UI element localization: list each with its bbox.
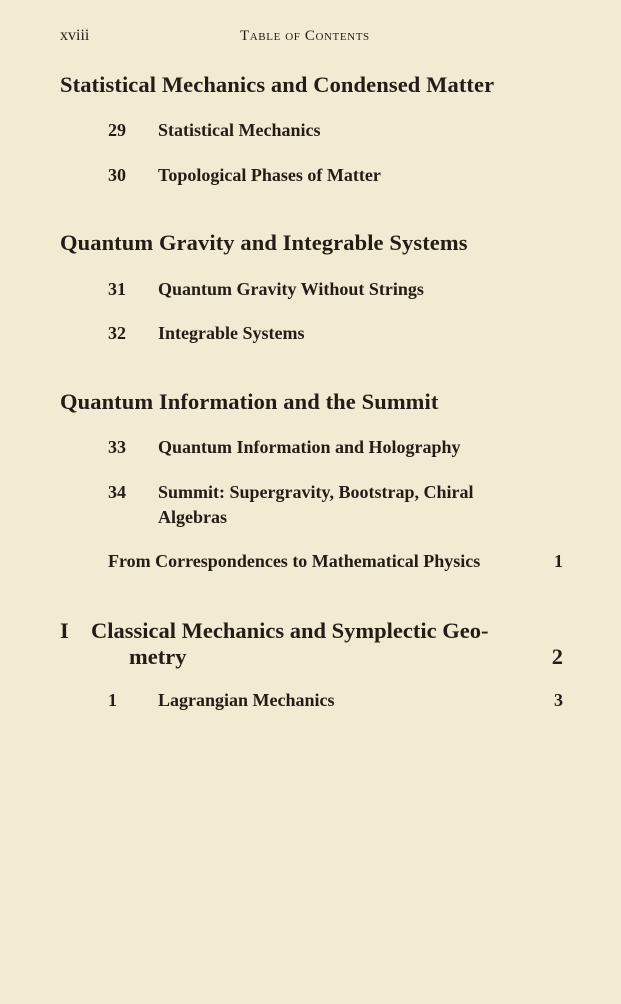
chapter-title: Lagrangian Mechanics	[158, 690, 335, 710]
chapter-title: Topological Phases of Matter	[158, 165, 381, 185]
page-number: xviii	[60, 27, 90, 44]
part-title-continued: metry	[129, 644, 187, 669]
chapter-title: Summit: Supergravity, Bootstrap, Chiral	[158, 482, 474, 502]
entry-page-number: 3	[554, 690, 563, 710]
section-heading[interactable]: Statistical Mechanics and Condensed Matter	[60, 72, 495, 97]
chapter-title: Quantum Information and Holography	[158, 437, 461, 457]
running-head	[60, 27, 560, 47]
chapter-title: Statistical Mechanics	[158, 120, 321, 140]
entry-page-number: 1	[554, 551, 563, 571]
running-head-title: Table of Contents	[240, 28, 370, 44]
chapter-number: 30	[108, 165, 126, 185]
chapter-number: 34	[108, 482, 126, 502]
chapter-number: 31	[108, 279, 126, 299]
part-entry[interactable]	[60, 618, 563, 670]
toc-entry[interactable]	[108, 480, 563, 530]
chapter-title-continued: Algebras	[158, 507, 227, 527]
entry-page-number: 2	[551, 644, 563, 669]
chapter-title: Integrable Systems	[158, 323, 305, 343]
chapter-title: Quantum Gravity Without Strings	[158, 279, 424, 299]
chapter-number: 1	[108, 690, 117, 710]
intro-title: From Correspondences to Mathematical Physics	[108, 551, 481, 571]
chapter-number: 32	[108, 323, 126, 343]
section-heading[interactable]: Quantum Information and the Summit	[60, 389, 439, 414]
chapter-number: 29	[108, 120, 126, 140]
chapter-number: 33	[108, 437, 126, 457]
part-number: I	[60, 618, 69, 643]
section-heading[interactable]: Quantum Gravity and Integrable Systems	[60, 230, 468, 255]
part-title: Classical Mechanics and Symplectic Geo-	[91, 618, 489, 643]
